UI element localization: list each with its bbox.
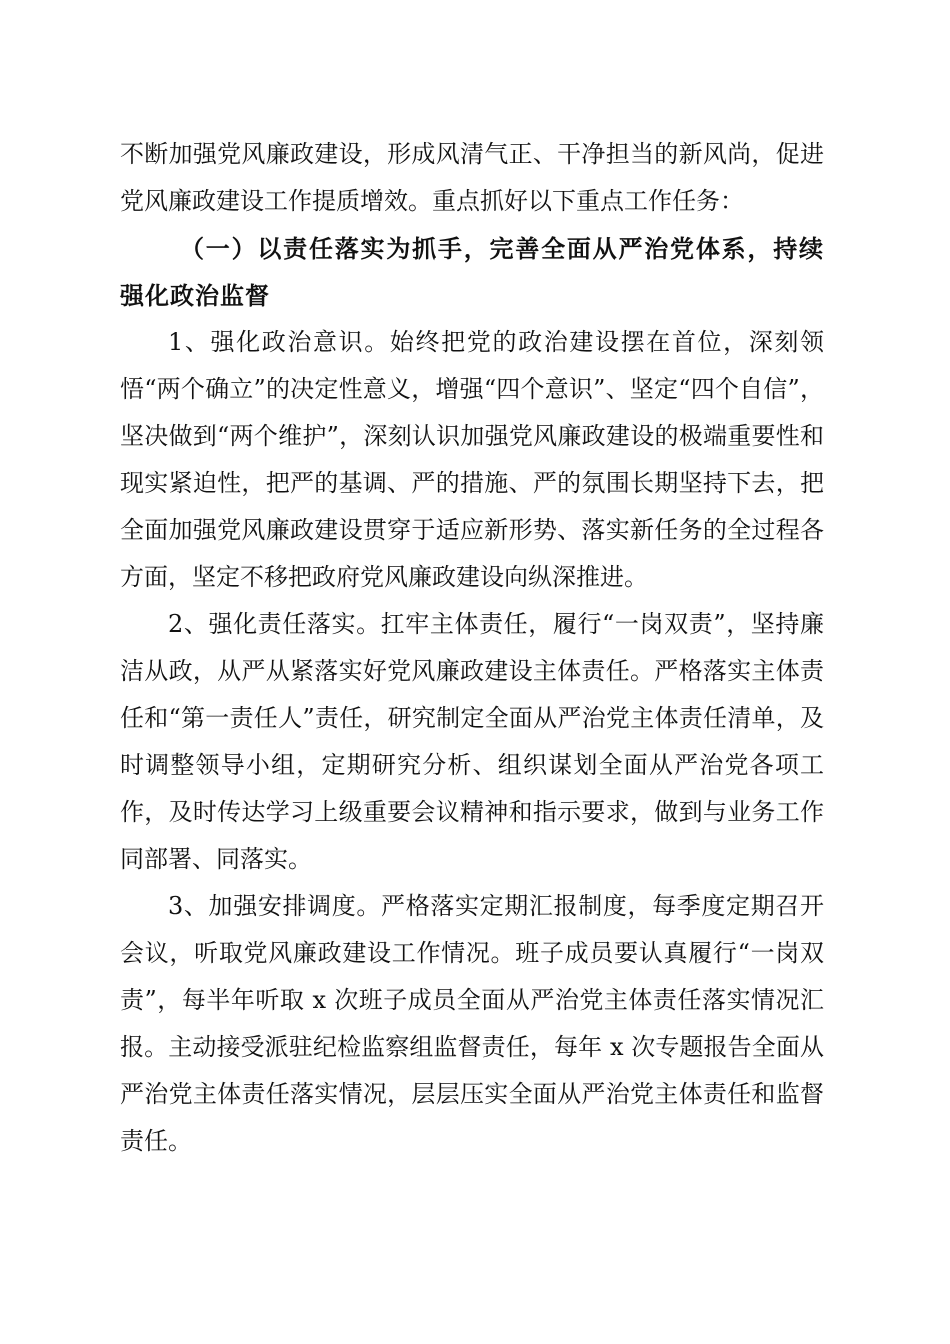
item-2-paragraph: 2、强化责任落实。扛牢主体责任，履行“一岗双责”，坚持廉洁从政，从严从紧落实好党风廉政建设主体责任。严格落实主体责任和“第一责任人”责任，研究制定全面从严治党主体责任清单，及时调整领导小组，定期研究分析、组织谋划全面从严治党各项工作，及时传达学习上级重要会议精神和指示要求，做到与业务工作同部署、同落实。 <box>120 610 824 873</box>
item-1-paragraph: 1、强化政治意识。始终把党的政治建设摆在首位，深刻领悟“两个确立”的决定性意义，增强“四个意识”、坚定“四个自信”，坚决做到“两个维护”，深刻认识加强党风廉政建设的极端重要性和现实紧迫性，把严的基调、严的措施、严的氛围长期坚持下去，把全面加强党风廉政建设贯穿于适应新形势、落实新任务的全过程各方面，坚定不移把政府党风廉政建设向纵深推进。 <box>120 328 824 591</box>
document-body <box>120 131 824 1165</box>
item-3-paragraph: 3、加强安排调度。严格落实定期汇报制度，每季度定期召开会议，听取党风廉政建设工作情况。班子成员要认真履行“一岗双责”，每半年听取 x 次班子成员全面从严治党主体责任落实情况汇报。主动接受派驻纪检监察组监督责任，每年 x 次专题报告全面从严治党主体责任落实情况，层层压实全面从严治党主体责任和监督责任。 <box>120 892 824 1155</box>
section-heading: （一）以责任落实为抓手，完善全面从严治党体系，持续强化政治监督 <box>120 234 824 310</box>
intro-paragraph: 不断加强党风廉政建设，形成风清气正、干净担当的新风尚，促进党风廉政建设工作提质增效。重点抓好以下重点工作任务： <box>120 140 824 215</box>
